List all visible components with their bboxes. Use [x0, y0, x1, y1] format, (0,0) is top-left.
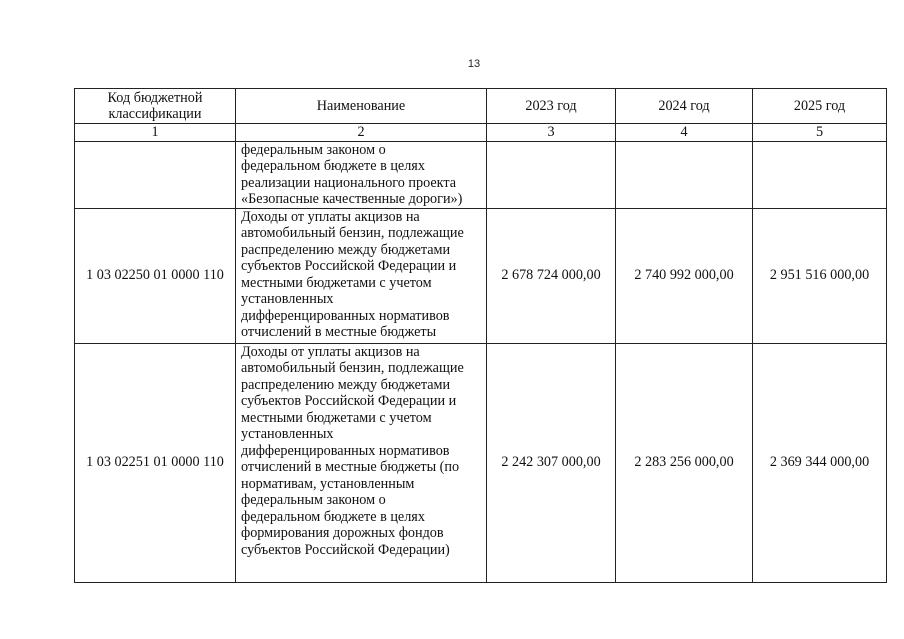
name-line: Доходы от уплаты акцизов на	[241, 343, 420, 360]
header-name: Наименование	[236, 89, 487, 124]
name-line: Доходы от уплаты акцизов на	[241, 208, 420, 225]
amount-2024	[616, 141, 753, 208]
table-row	[75, 343, 887, 582]
budget-revenue-table	[74, 88, 887, 583]
name-line: отчислений в местные бюджеты	[241, 324, 437, 340]
name-line: местными бюджетами с учетом	[241, 409, 432, 426]
amount-2023	[487, 141, 616, 208]
name-line: отчислений в местные бюджеты (по	[241, 459, 460, 475]
column-number-row	[75, 124, 887, 142]
name-cell	[236, 343, 487, 582]
name-line: федеральным законом о	[241, 141, 386, 158]
name-line: установленных	[241, 426, 334, 442]
header-2024: 2024 год	[616, 89, 753, 124]
code-cell: 1 03 02250 01 0000 110	[75, 208, 236, 343]
header-2025: 2025 год	[753, 89, 887, 124]
name-line: дифференцированных нормативов	[241, 442, 450, 459]
code-cell: 1 03 02251 01 0000 110	[75, 343, 236, 582]
column-number: 2	[236, 124, 487, 142]
amount-2024: 2 283 256 000,00	[616, 343, 753, 582]
table-header-row	[75, 89, 887, 124]
name-cell	[236, 208, 487, 343]
header-code: Код бюджетной классификации	[75, 89, 236, 124]
table-row	[75, 141, 887, 208]
column-number: 4	[616, 124, 753, 142]
amount-2025	[753, 141, 887, 208]
column-number: 3	[487, 124, 616, 142]
name-line: федеральным законом о	[241, 492, 386, 508]
name-line: субъектов Российской Федерации и	[241, 393, 457, 409]
name-line: распределению между бюджетами	[241, 376, 451, 393]
name-line: «Безопасные качественные дороги»)	[241, 191, 463, 207]
name-line: федеральном бюджете в целях	[241, 508, 425, 525]
amount-2025: 2 369 344 000,00	[753, 343, 887, 582]
header-2023: 2023 год	[487, 89, 616, 124]
column-number: 1	[75, 124, 236, 142]
name-line: реализации национального проекта	[241, 174, 457, 191]
name-line: местными бюджетами с учетом	[241, 274, 432, 291]
amount-2025: 2 951 516 000,00	[753, 208, 887, 343]
amount-2023: 2 242 307 000,00	[487, 343, 616, 582]
name-line: установленных	[241, 291, 334, 307]
name-line: формирования дорожных фондов	[241, 525, 444, 541]
name-line: федеральном бюджете в целях	[241, 158, 425, 174]
name-cell	[236, 141, 487, 208]
page-number: 13	[467, 58, 481, 70]
name-line: автомобильный бензин, подлежащие	[241, 225, 464, 241]
name-line: субъектов Российской Федерации)	[241, 541, 450, 558]
table-row	[75, 208, 887, 343]
name-line: субъектов Российской Федерации и	[241, 258, 457, 274]
code-cell	[75, 141, 236, 208]
amount-2023: 2 678 724 000,00	[487, 208, 616, 343]
amount-2024: 2 740 992 000,00	[616, 208, 753, 343]
column-number: 5	[753, 124, 887, 142]
name-line: распределению между бюджетами	[241, 241, 451, 258]
name-line: автомобильный бензин, подлежащие	[241, 360, 464, 376]
name-line: дифференцированных нормативов	[241, 307, 450, 324]
name-line: нормативам, установленным	[241, 475, 415, 492]
